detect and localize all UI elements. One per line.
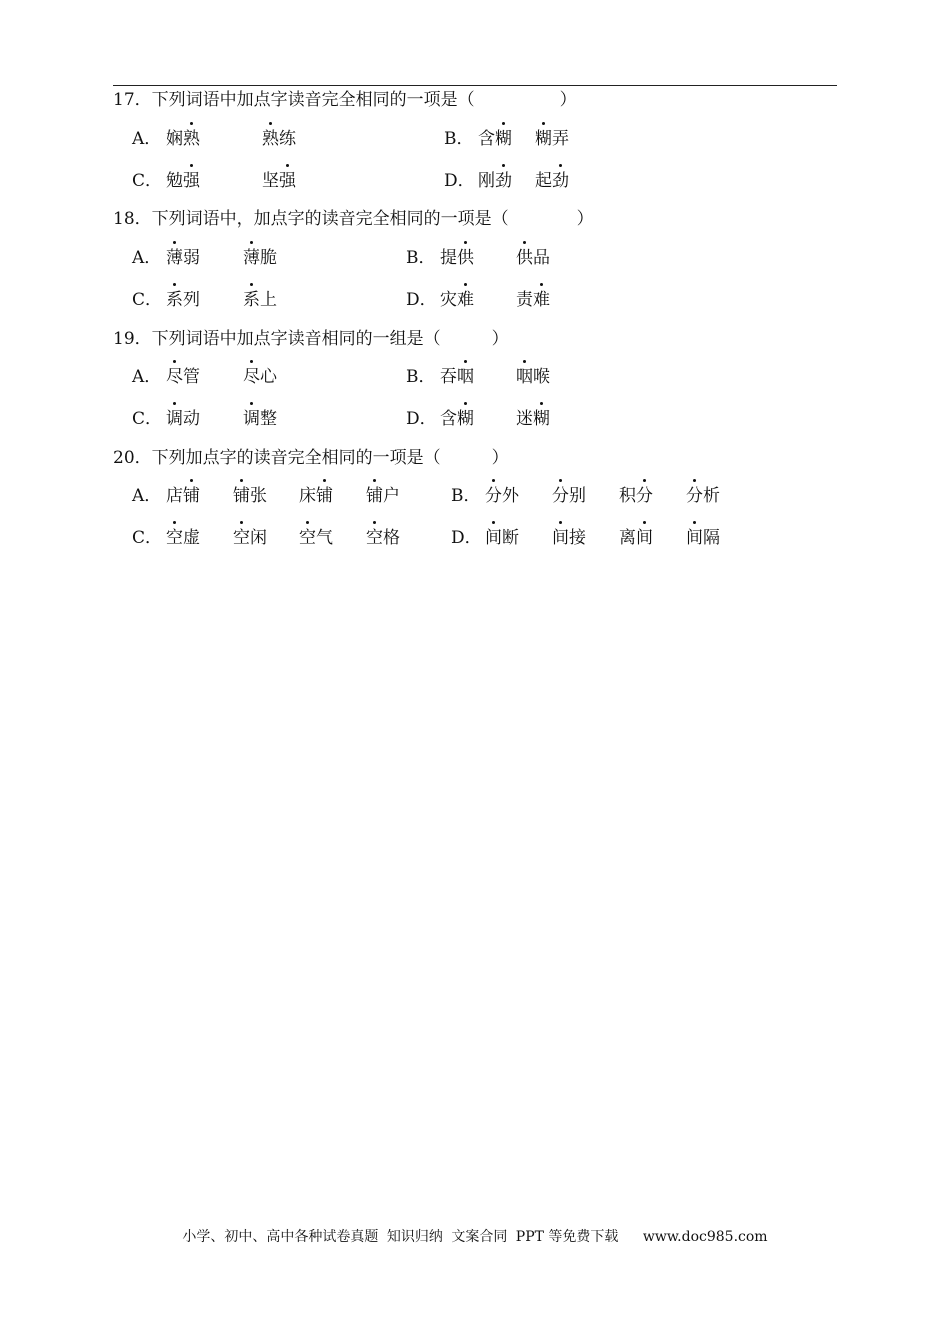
q20-option-b-word3: 积分 xyxy=(619,486,653,506)
q17-option-d-word1: 刚劲 xyxy=(478,171,512,191)
q20-option-d-word1: 间断 xyxy=(485,528,519,548)
q19-option-b-word1: 吞咽 xyxy=(440,367,474,387)
q18-option-c-label: C． xyxy=(132,290,163,310)
footer-text-1: 小学、初中、高中各种试卷真题 xyxy=(182,1229,379,1245)
q20-option-a-label: A． xyxy=(132,486,162,506)
q17-option-a-word2: 熟练 xyxy=(262,129,296,149)
q17-option-b-word1: 含糊 xyxy=(478,129,512,149)
question-19-stem: 19．下列词语中加点字读音相同的一组是（ ） xyxy=(113,329,509,349)
q17-option-a-label: A． xyxy=(132,129,162,149)
q20-option-b-word1: 分外 xyxy=(485,486,519,506)
q18-option-b-word2: 供品 xyxy=(516,248,550,268)
q17-option-d-label: D． xyxy=(444,171,475,191)
q20-option-c-word3: 空气 xyxy=(299,528,333,548)
q17-option-d-word2: 起劲 xyxy=(535,171,569,191)
question-17-stem: 17．下列词语中加点字读音完全相同的一项是（ ） xyxy=(113,90,577,110)
q18-option-b-word1: 提供 xyxy=(440,248,474,268)
q20-option-a-word3: 床铺 xyxy=(299,486,333,506)
q19-option-a-word1: 尽管 xyxy=(166,367,200,387)
q19-option-a-word2: 尽心 xyxy=(243,367,277,387)
footer-text-3: 文案合同 xyxy=(451,1229,508,1245)
q17-option-b-word2: 糊弄 xyxy=(535,129,569,149)
q17-option-c-word2: 坚强 xyxy=(262,171,296,191)
q20-option-a-word4: 铺户 xyxy=(366,486,400,506)
q19-option-d-word2: 迷糊 xyxy=(516,409,550,429)
q18-option-c-word1: 系列 xyxy=(166,290,200,310)
q20-option-d-word3: 离间 xyxy=(619,528,653,548)
q20-option-d-word4: 间隔 xyxy=(686,528,720,548)
q18-option-c-word2: 系上 xyxy=(243,290,277,310)
q19-option-d-word1: 含糊 xyxy=(440,409,474,429)
footer-text-2: 知识归纳 xyxy=(386,1229,443,1245)
q18-option-a-word1: 薄弱 xyxy=(166,248,200,268)
q19-option-c-word2: 调整 xyxy=(243,409,277,429)
q18-option-d-word1: 灾难 xyxy=(440,290,474,310)
q18-option-a-word2: 薄脆 xyxy=(243,248,277,268)
q20-option-c-word4: 空格 xyxy=(366,528,400,548)
q20-option-a-word2: 铺张 xyxy=(233,486,267,506)
question-20-stem: 20．下列加点字的读音完全相同的一项是（ ） xyxy=(113,448,509,468)
question-18-stem: 18．下列词语中，加点字的读音完全相同的一项是（ ） xyxy=(113,209,594,229)
q20-option-c-label: C． xyxy=(132,528,163,548)
q17-option-a-word1: 娴熟 xyxy=(166,129,200,149)
q20-option-b-word2: 分别 xyxy=(552,486,586,506)
q17-option-b-label: B． xyxy=(444,129,474,149)
q19-option-b-word2: 咽喉 xyxy=(516,367,550,387)
q18-option-d-word2: 责难 xyxy=(516,290,550,310)
q20-option-c-word2: 空闲 xyxy=(233,528,267,548)
q20-option-b-word4: 分析 xyxy=(686,486,720,506)
q19-option-d-label: D． xyxy=(406,409,437,429)
q20-option-d-word2: 间接 xyxy=(552,528,586,548)
q18-option-b-label: B． xyxy=(406,248,436,268)
top-rule xyxy=(113,85,837,86)
q18-option-d-label: D． xyxy=(406,290,437,310)
q20-option-b-label: B． xyxy=(451,486,481,506)
q20-option-d-label: D． xyxy=(451,528,482,548)
q19-option-b-label: B． xyxy=(406,367,436,387)
q20-option-c-word1: 空虚 xyxy=(166,528,200,548)
q19-option-c-label: C． xyxy=(132,409,163,429)
page-footer xyxy=(0,1226,950,1246)
q20-option-a-word1: 店铺 xyxy=(166,486,200,506)
q19-option-a-label: A． xyxy=(132,367,162,387)
footer-website-link[interactable]: www.doc985.com xyxy=(642,1229,768,1245)
footer-text-4: PPT 等免费下载 xyxy=(515,1229,619,1245)
q19-option-c-word1: 调动 xyxy=(166,409,200,429)
q18-option-a-label: A． xyxy=(132,248,162,268)
q17-option-c-label: C． xyxy=(132,171,163,191)
q17-option-c-word1: 勉强 xyxy=(166,171,200,191)
